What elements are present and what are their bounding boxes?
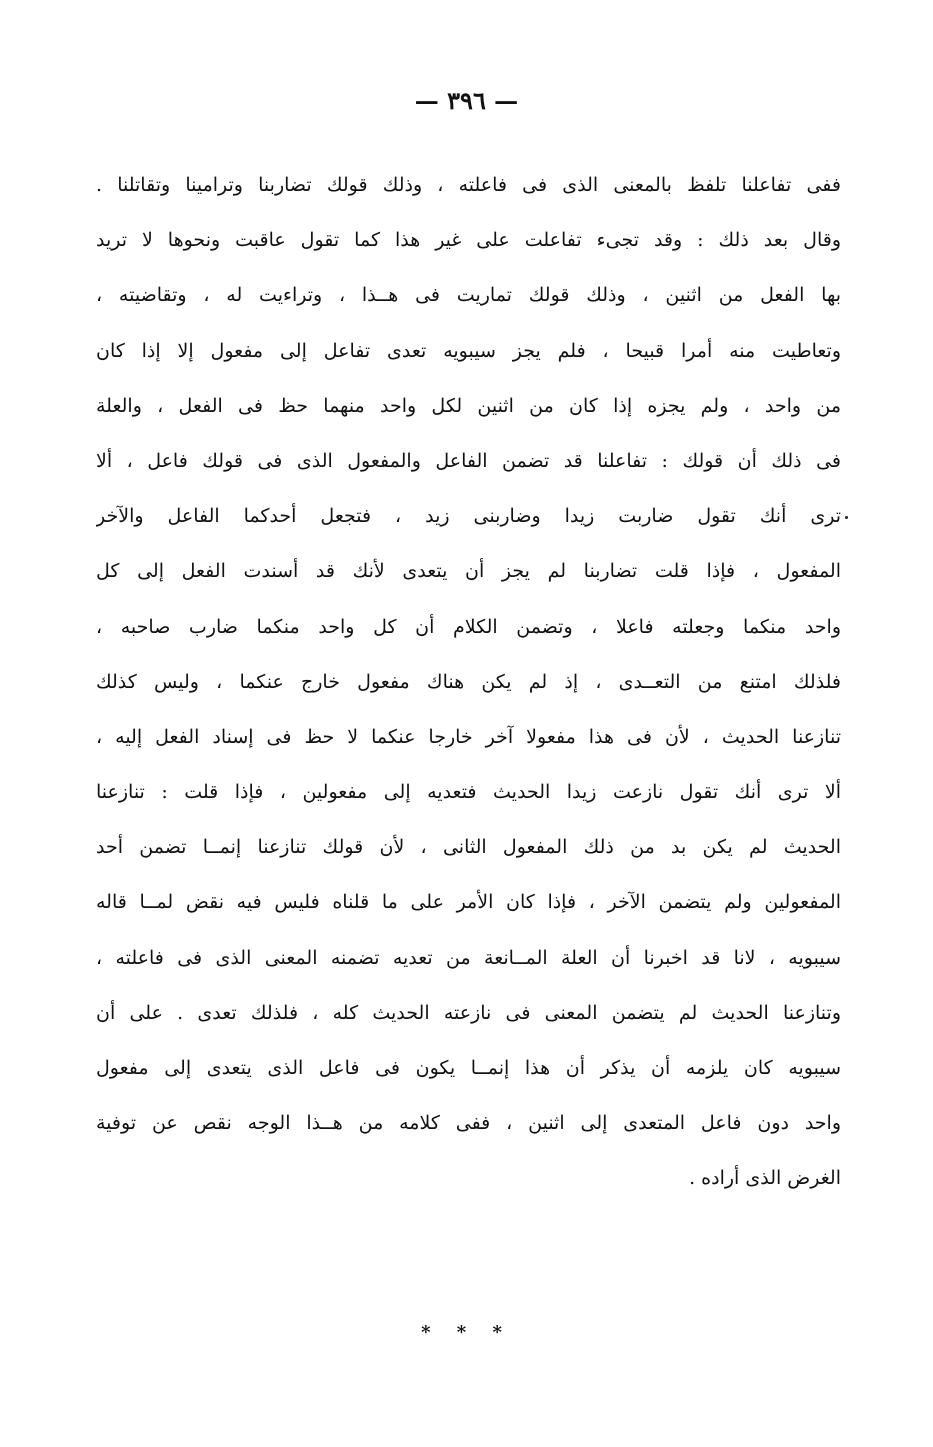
text-line: فلذلك امتنع من التعــدى ، إذ لم يكن هناك مفعول خارج عنكما ، وليس كذلك (96, 670, 841, 693)
page-number: — ٣٩٦ — (414, 86, 519, 115)
text-line: فى ذلك أن قولك : تفاعلنا قد تضمن الفاعل والمفعول الذى فى قولك فاعل ، ألا (96, 449, 841, 472)
text-line-final: الغرض الذى أراده . (689, 1167, 841, 1190)
text-line: من واحد ، ولم يجزه إذا كان من اثنين لكل واحد منهما حظ فى الفعل ، والعلة (96, 394, 841, 417)
text-line: سيبويه ، لانا قد اخبرنا أن العلة المــانعة من تعديه تضمنه المعنى الذى فى فاعلته ، (96, 946, 841, 969)
text-line: المفعول ، فإذا قلت تضاربنا لم يجز أن يتعدى لأنك قد أسندت الفعل إلى كل (96, 560, 841, 583)
text-line: وتنازعنا الحديث لم يتضمن المعنى فى نازعته الحديث كله ، فلذلك تعدى . على أن (96, 1001, 841, 1024)
text-line: واحد دون فاعل المتعدى إلى اثنين ، ففى كلامه من هــذا الوجه نقص عن توفية (96, 1112, 841, 1135)
text-line: ففى تفاعلنا تلفظ بالمعنى الذى فى فاعلته ، وذلك قولك تضاربنا وترامينا وتقاتلنا . (96, 174, 841, 196)
text-line: ألا ترى أنك تقول نازعت زيدا الحديث فتعديه إلى مفعولين ، فإذا قلت : تنازعنا (96, 781, 841, 804)
text-line: وقال بعد ذلك : وقد تجىء تفاعلت على غير هذا كما تقول عاقبت ونحوها لا تريد (96, 229, 841, 252)
section-separator: * * * (421, 1322, 512, 1343)
text-line: واحد منكما وجعلته فاعلا ، وتضمن الكلام أن كل واحد منكما ضارب صاحبه ، (96, 615, 841, 638)
text-line: وتعاطيت منه أمرا قبيحا ، فلم يجز سيبويه تعدى تفاعل إلى مفعول إلا إذا كان (96, 339, 841, 362)
text-line: تنازعنا الحديث ، لأن فى هذا مفعولا آخر خارجا عنكما لا حظ فى إسناد الفعل إليه ، (96, 725, 841, 748)
text-line: سيبويه كان يلزمه أن يذكر أن هذا إنمــا يكون فى فاعل الذى يتعدى إلى مفعول (96, 1057, 841, 1079)
text-line: بها الفعل من اثنين ، وذلك قولك تماريت فى هــذا ، وتراءيت له ، وتقاضيته ، (96, 284, 841, 307)
text-line: الحديث لم يكن بد من ذلك المفعول الثانى ، لأن قولك تنازعنا إنمــا تضمن أحد (96, 836, 841, 859)
text-line: المفعولين ولم يتضمن الآخر ، فإذا كان الأمر على ما قلناه فليس فيه نقض لمــا قاله (96, 891, 841, 914)
body-text (96, 158, 841, 1207)
text-line: ترى أنك تقول ضاربت زيدا وضاربنى زيد ، فتجعل أحدكما الفاعل والآخر (96, 505, 841, 528)
print-speck (845, 516, 848, 519)
